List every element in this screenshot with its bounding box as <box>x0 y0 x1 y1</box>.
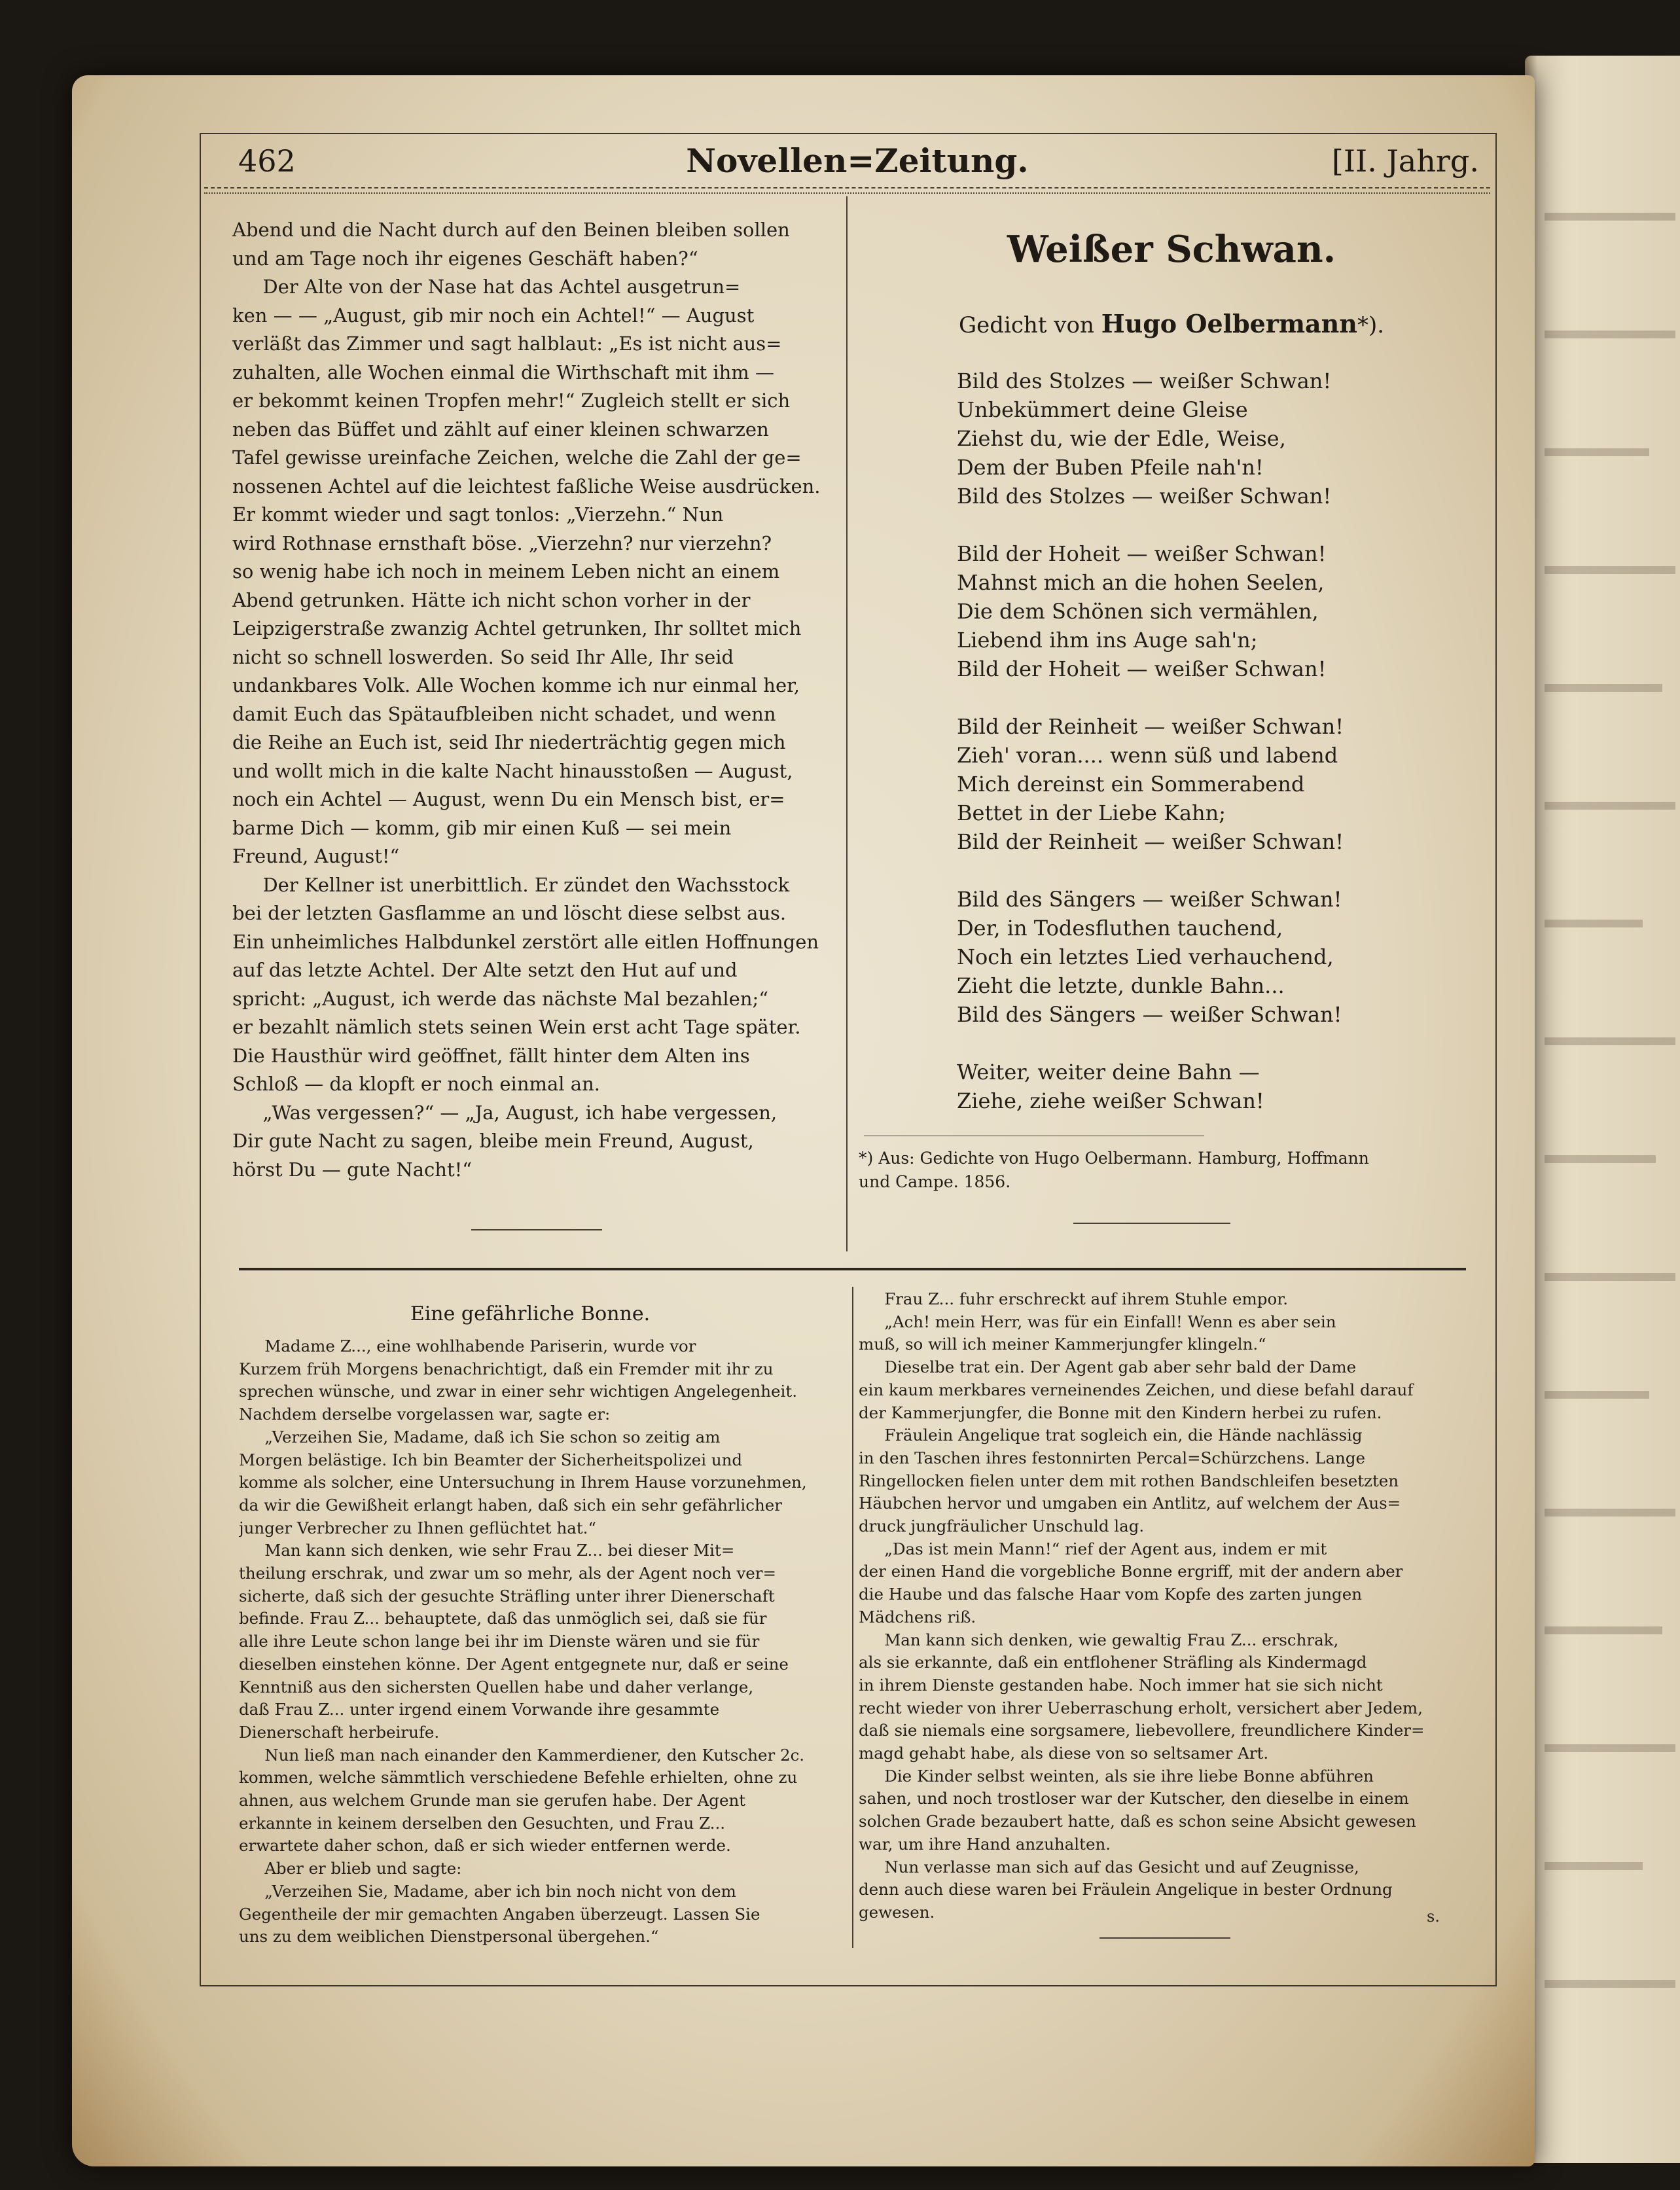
poem-line: Ziehe, ziehe weißer Schwan! <box>957 1088 1264 1113</box>
text-line: Aber er blieb und sagte: <box>264 1859 462 1878</box>
anecdote-title: Eine gefährliche Bonne. <box>410 1302 651 1325</box>
text-line: Nun verlasse man sich auf das Gesicht und auf Zeugnisse, <box>884 1857 1359 1876</box>
poem-footnote <box>859 1147 1487 1194</box>
text-line: in ihrem Dienste gestanden habe. Noch immer hat sie sich nicht <box>859 1675 1383 1695</box>
text-line: er bezahlt nämlich stets seinen Wein erst acht Tage später. <box>232 1016 801 1038</box>
text-line: der einen Hand die vorgebliche Bonne ergriff, mit der andern aber <box>859 1562 1403 1581</box>
text-line: da wir die Gewißheit erlangt haben, daß sich ein sehr gefährlicher <box>239 1495 782 1515</box>
poem-author: Hugo Oelbermann <box>1101 309 1357 338</box>
story-end-rule <box>471 1229 602 1230</box>
text-line: nossenen Achtel auf die leichtest faßliche Weise ausdrücken. <box>232 475 821 497</box>
poem-line: Mahnst mich an die hohen Seelen, <box>957 570 1325 595</box>
volume-label: [II. Jahrg. <box>1331 143 1479 179</box>
footnote-line: und Campe. 1856. <box>859 1172 1011 1191</box>
text-line: Leipzigerstraße zwanzig Achtel getrunken, Ihr solltet mich <box>232 617 802 639</box>
text-line: Tafel gewisse ureinfache Zeichen, welche die Zahl der ge= <box>232 446 802 469</box>
text-line: befinde. Frau Z... behauptete, daß das unmöglich sei, daß sie für <box>239 1609 767 1628</box>
text-line: auf das letzte Achtel. Der Alte setzt den Hut auf und <box>232 959 738 981</box>
text-line: komme als solcher, eine Untersuchung in Ihrem Hause vorzunehmen, <box>239 1473 807 1492</box>
text-line: Gegentheile der mir gemachten Angaben überzeugt. Lassen Sie <box>239 1904 760 1924</box>
next-page-edge <box>1525 56 1680 2163</box>
text-line: ken — — „August, gib mir noch ein Achtel!“ — August <box>232 304 755 327</box>
text-line: erkannte in keinem derselben den Gesuchten, und Frau Z... <box>239 1813 726 1833</box>
text-line: Man kann sich denken, wie sehr Frau Z... bei dieser Mit= <box>264 1541 735 1560</box>
text-line: Dienerschaft herbeirufe. <box>239 1722 440 1742</box>
poem-line: Bild des Stolzes — weißer Schwan! <box>957 368 1332 393</box>
text-line: Der Alte von der Nase hat das Achtel ausgetrun= <box>262 276 741 298</box>
text-line: solchen Grade bezaubert hatte, daß es schon seine Absicht gewesen <box>859 1812 1416 1831</box>
text-line: sprechen wünsche, und zwar in einer sehr wichtigen Angelegenheit. <box>239 1382 798 1401</box>
text-line: war, um ihre Hand anzuhalten. <box>859 1834 1111 1854</box>
poem-line: Mich dereinst ein Sommerabend <box>957 772 1305 797</box>
text-line: „Verzeihen Sie, Madame, aber ich bin noch nicht von dem <box>264 1881 736 1901</box>
poem-line: Unbekümmert deine Gleise <box>957 397 1248 422</box>
text-line: Abend getrunken. Hätte ich nicht schon vorher in der <box>232 588 751 611</box>
text-line: erwartete daher schon, daß er sich wieder entfernen werde. <box>239 1836 731 1856</box>
text-line: Frau Z... fuhr erschreckt auf ihrem Stuhle empor. <box>884 1289 1289 1308</box>
text-line: daß sie niemals eine sorgsamere, liebevollere, freundlichere Kinder= <box>859 1721 1425 1740</box>
text-line: dieselben einstehen könne. Der Agent entgegnete nur, daß er seine <box>239 1654 789 1674</box>
poem-byline <box>857 308 1486 340</box>
text-line: ein kaum merkbares verneinendes Zeichen, und diese befahl darauf <box>859 1380 1414 1399</box>
text-line: neben das Büffet und zählt auf einer kleinen schwarzen <box>232 418 769 440</box>
poem-line: Zieh' voran.... wenn süß und labend <box>957 743 1338 768</box>
text-line: er bekommt keinen Tropfen mehr!“ Zugleich stellt er sich <box>232 389 791 412</box>
text-line: Freund, August!“ <box>232 845 400 867</box>
text-line: „Ach! mein Herr, was für ein Einfall! Wenn es aber sein <box>884 1312 1336 1331</box>
text-line: Nachdem derselbe vorgelassen war, sagte er: <box>239 1405 611 1424</box>
text-line: Ringellocken fielen unter dem mit rothen Bandschleifen besetzten <box>859 1471 1399 1490</box>
text-line: zuhalten, alle Wochen einmal die Wirthschaft mit ihm — <box>232 361 775 384</box>
text-line: Kenntniß aus den sichersten Quellen habe und daher verlange, <box>239 1677 754 1696</box>
footnote-line: *) Aus: Gedichte von Hugo Oelbermann. Hamburg, Hoffmann <box>859 1149 1369 1168</box>
text-line: bei der letzten Gasflamme an und löscht diese selbst aus. <box>232 902 787 924</box>
poem-line: Der, in Todesfluthen tauchend, <box>957 916 1283 941</box>
poem-line: Die dem Schönen sich vermählen, <box>957 599 1319 624</box>
text-line: alle ihre Leute schon lange bei ihr im Dienste wären und sie für <box>239 1632 760 1651</box>
poem-line: Zieht die letzte, dunkle Bahn... <box>957 973 1285 998</box>
text-line: der Kammerjungfer, die Bonne mit den Kindern herbei zu rufen. <box>859 1403 1382 1422</box>
text-line: Kurzem früh Morgens benachrichtigt, daß ein Fremder mit ihr zu <box>239 1359 774 1378</box>
text-line: Abend und die Nacht durch auf den Beinen bleiben sollen <box>232 219 790 241</box>
column-divider-bottom <box>852 1287 853 1948</box>
poem-line: Bild der Reinheit — weißer Schwan! <box>957 829 1344 854</box>
poem-line: Bild des Sängers — weißer Schwan! <box>957 1002 1342 1027</box>
text-line: gewesen. <box>859 1902 935 1922</box>
text-line: Die Hausthür wird geöffnet, fällt hinter dem Alten ins <box>232 1044 750 1067</box>
poem-line: Bild der Reinheit — weißer Schwan! <box>957 714 1344 739</box>
poem-line: Ziehst du, wie der Edle, Weise, <box>957 426 1286 451</box>
poem-line: Noch ein letztes Lied verhauchend, <box>957 944 1334 969</box>
poem-end-rule <box>1073 1223 1230 1224</box>
poem-line: Liebend ihm ins Auge sah'n; <box>957 628 1258 653</box>
text-line: barme Dich — komm, gib mir einen Kuß — sei mein <box>232 816 732 839</box>
text-line: „Verzeihen Sie, Madame, daß ich Sie schon so zeitig am <box>264 1427 721 1446</box>
poem-line: Dem der Buben Pfeile nah'n! <box>957 455 1264 480</box>
text-line: in den Taschen ihres festonnirten Percal=Schürzchens. Lange <box>859 1448 1366 1467</box>
text-line: druck jungfräulicher Unschuld lag. <box>859 1517 1145 1536</box>
text-line: die Haube und das falsche Haar vom Kopfe des zarten jungen <box>859 1585 1362 1604</box>
text-line: undankbares Volk. Alle Wochen komme ich nur einmal her, <box>232 674 800 696</box>
anecdote-end-rule <box>1099 1937 1230 1939</box>
header-rule <box>204 187 1490 194</box>
anecdote-right-column <box>859 1288 1471 1924</box>
poem-line: Weiter, weiter deine Bahn — <box>957 1060 1260 1085</box>
text-line: ahnen, aus welchem Grunde man sie gerufen habe. Der Agent <box>239 1791 746 1810</box>
text-line: sahen, und noch trostloser war der Kutscher, den dieselbe in einem <box>859 1789 1409 1808</box>
text-line: Schloß — da klopft er noch einmal an. <box>232 1073 600 1095</box>
story-continuation <box>232 216 838 1184</box>
section-divider <box>239 1268 1466 1270</box>
text-line: Morgen belästige. Ich bin Beamter der Sicherheitspolizei und <box>239 1450 743 1469</box>
text-line: denn auch diese waren bei Fräulein Angelique in bester Ordnung <box>859 1880 1393 1899</box>
byline-prefix: Gedicht von <box>958 312 1094 338</box>
text-line: Madame Z..., eine wohlhabende Pariserin, wurde vor <box>264 1337 696 1355</box>
poem-line: Bild des Sängers — weißer Schwan! <box>957 887 1342 912</box>
text-line: Fräulein Angelique trat sogleich ein, die Hände nachlässig <box>884 1426 1363 1445</box>
text-line: Mädchens riß. <box>859 1607 976 1626</box>
text-line: Die Kinder selbst weinten, als sie ihre liebe Bonne abführen <box>884 1766 1374 1786</box>
text-line: Er kommt wieder und sagt tonlos: „Vierzehn.“ Nun <box>232 503 724 526</box>
text-line: Häubchen hervor und umgaben ein Antlitz, auf welchem der Aus= <box>859 1494 1401 1513</box>
text-line: junger Verbrecher zu Ihnen geflüchtet hat.“ <box>239 1518 596 1537</box>
text-line: spricht: „August, ich werde das nächste Mal bezahlen;“ <box>232 987 769 1010</box>
text-line: hörst Du — gute Nacht!“ <box>232 1158 473 1181</box>
anecdote-left-column <box>239 1335 841 1948</box>
poem-line: Bild der Hoheit — weißer Schwan! <box>957 541 1327 566</box>
masthead-title: Novellen=Zeitung. <box>686 141 1029 180</box>
text-line: Der Kellner ist unerbittlich. Er zündet den Wachsstock <box>262 873 790 896</box>
text-line: „Was vergessen?“ — „Ja, August, ich habe vergessen, <box>262 1101 777 1124</box>
column-divider-top <box>846 196 848 1251</box>
text-line: daß Frau Z... unter irgend einem Vorwande ihre gesammte <box>239 1700 720 1719</box>
text-line: magd gehabt habe, als diese von so seltsamer Art. <box>859 1744 1269 1763</box>
text-line: Man kann sich denken, wie gewaltig Frau Z... erschrak, <box>884 1630 1339 1649</box>
text-line: damit Euch das Spätaufbleiben nicht schadet, und wenn <box>232 702 776 725</box>
text-line: Nun ließ man nach einander den Kammerdiener, den Kutscher 2c. <box>264 1745 805 1765</box>
text-line: „Das ist mein Mann!“ rief der Agent aus, indem er mit <box>884 1539 1327 1558</box>
poem-line: Bild der Hoheit — weißer Schwan! <box>957 656 1327 681</box>
text-line: verläßt das Zimmer und sagt halblaut: „Es ist nicht aus= <box>232 332 782 355</box>
text-line: muß, so will ich meiner Kammerjungfer klingeln.“ <box>859 1335 1266 1354</box>
text-line: als sie erkannte, daß ein entflohener Sträfling als Kindermagd <box>859 1653 1367 1672</box>
text-line: Dir gute Nacht zu sagen, bleibe mein Freund, August, <box>232 1130 754 1152</box>
text-line: recht wieder von ihrer Ueberraschung erholt, versichert aber Jedem, <box>859 1698 1423 1717</box>
text-line: wird Rothnase ernsthaft böse. „Vierzehn? nur vierzehn? <box>232 531 772 554</box>
text-line: uns zu dem weiblichen Dienstpersonal übergehen.“ <box>239 1927 659 1947</box>
text-line: Dieselbe trat ein. Der Agent gab aber sehr bald der Dame <box>884 1357 1357 1377</box>
text-line: noch ein Achtel — August, wenn Du ein Mensch bist, er= <box>232 788 785 810</box>
page-number: 462 <box>238 143 296 179</box>
text-line: und am Tage noch ihr eigenes Geschäft haben?“ <box>232 247 698 270</box>
poem-line: Bettet in der Liebe Kahn; <box>957 800 1226 825</box>
anecdote-signoff: s. <box>1427 1907 1440 1926</box>
poem-line: Bild des Stolzes — weißer Schwan! <box>957 484 1332 509</box>
text-line: und wollt mich in die kalte Nacht hinausstoßen — August, <box>232 759 793 782</box>
poem-body <box>957 367 1480 1115</box>
text-line: kommen, welche sämmtlich verschiedene Befehle erhielten, ohne zu <box>239 1768 798 1787</box>
text-line: Ein unheimliches Halbdunkel zerstört alle eitlen Hoffnungen <box>232 930 819 953</box>
text-line: so wenig habe ich noch in meinem Leben nicht an einem <box>232 560 780 583</box>
text-line: sicherte, daß sich der gesuchte Sträfling unter ihrer Dienerschaft <box>239 1586 775 1606</box>
footnote-marker: *). <box>1357 312 1385 338</box>
text-line: theilung erschrak, und zwar um so mehr, als der Agent noch ver= <box>239 1564 777 1583</box>
text-line: die Reihe an Euch ist, seid Ihr niederträchtig gegen mich <box>232 731 786 753</box>
text-line: nicht so schnell loswerden. So seid Ihr Alle, Ihr seid <box>232 645 734 668</box>
poem-title: Weißer Schwan. <box>1007 228 1336 271</box>
